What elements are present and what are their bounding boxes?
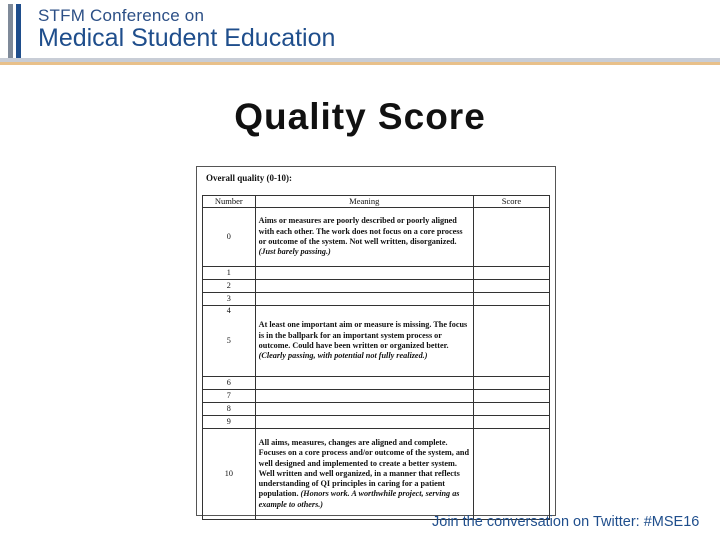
row-number: 9: [203, 416, 256, 429]
header-divider-accent: [0, 62, 720, 65]
table-row: [203, 416, 550, 429]
row-number: 1: [203, 267, 256, 280]
row-number-4: 4: [226, 306, 231, 315]
quality-score-table-image: [196, 166, 556, 516]
row-score: [473, 390, 549, 403]
table-row: [203, 377, 550, 390]
table-row: [203, 208, 550, 267]
row-score: [473, 377, 549, 390]
table-heading: Overall quality (0-10):: [206, 173, 292, 183]
row-number: 10: [203, 429, 256, 520]
header-accent-bar: [16, 4, 21, 58]
meaning-note: (Clearly passing, with potential not fully realized.): [258, 351, 428, 361]
quality-score-table: [202, 195, 550, 520]
row-number: 8: [203, 403, 256, 416]
row-number: 2: [203, 280, 256, 293]
table-row: [203, 267, 550, 280]
row-score: [473, 416, 549, 429]
meaning-text: Aims or measures are poorly described or poorly aligned with each other. The work does not focus on a core process or outcome of the system. Not well written, disorganized.: [258, 216, 463, 246]
meaning-text: All aims, measures, changes are aligned and complete. Focuses on a core process and/or outcome of the system, and well designed and implemented to create a better system. Well written and well organized, in a manner that reflects understanding of QI principles in caring for a patient population.: [258, 437, 470, 499]
meaning-note: (Honors work. A worthwhile project, serving as example to others.): [258, 489, 460, 509]
row-meaning: [255, 280, 473, 293]
row-score: [473, 429, 549, 520]
row-score: [473, 280, 549, 293]
table-row: [203, 293, 550, 306]
row-number: 3: [203, 293, 256, 306]
row-meaning: [255, 416, 473, 429]
row-number: 6: [203, 377, 256, 390]
row-meaning: [255, 377, 473, 390]
column-header-meaning: Meaning: [255, 196, 473, 208]
row-score: [473, 293, 549, 306]
row-meaning: [255, 208, 473, 267]
row-meaning: [255, 390, 473, 403]
conference-header: [0, 0, 720, 62]
column-header-number: Number: [203, 196, 256, 208]
table-row: [203, 306, 550, 377]
row-meaning: [255, 306, 473, 377]
slide-title: Quality Score: [234, 96, 486, 137]
row-number: [203, 306, 256, 377]
row-number-5: 5: [226, 336, 231, 346]
row-score: [473, 267, 549, 280]
conference-name-line1: STFM Conference on: [38, 6, 205, 25]
row-score: [473, 306, 549, 377]
row-number: 0: [203, 208, 256, 267]
header-accent-bar: [8, 4, 13, 58]
column-header-score: Score: [473, 196, 549, 208]
meaning-note: (Just barely passing.): [258, 247, 331, 257]
table-row: [203, 429, 550, 520]
meaning-text: At least one important aim or measure is missing. The focus is in the ballpark for an important system process or outcome. Could have been written or organized better.: [258, 320, 468, 350]
row-meaning: [255, 403, 473, 416]
row-score: [473, 403, 549, 416]
table-row: [203, 280, 550, 293]
row-score: [473, 208, 549, 267]
row-meaning: [255, 429, 473, 520]
row-number: 7: [203, 390, 256, 403]
table-row: [203, 390, 550, 403]
row-meaning: [255, 293, 473, 306]
twitter-hashtag-footer: Join the conversation on Twitter: #MSE16: [432, 514, 700, 530]
table-header-row: [203, 196, 550, 208]
row-meaning: [255, 267, 473, 280]
table-row: [203, 403, 550, 416]
conference-name-line2: Medical Student Education: [38, 24, 336, 52]
